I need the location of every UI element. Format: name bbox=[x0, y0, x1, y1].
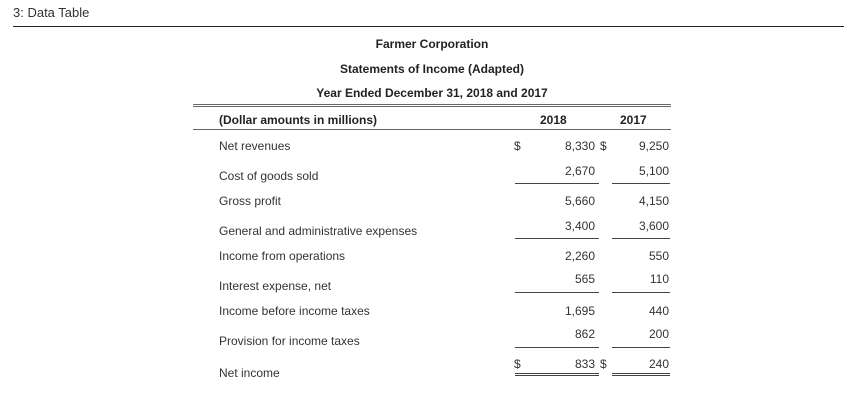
subtotal-underline bbox=[515, 238, 599, 239]
row-label-income-before-income-taxes: Income before income taxes bbox=[219, 304, 370, 318]
subtotal-underline bbox=[612, 292, 670, 293]
subtotal-underline bbox=[515, 347, 599, 348]
value-2017-interest-expense-net: 110 bbox=[649, 272, 669, 286]
currency-symbol: $ bbox=[600, 357, 607, 371]
window-title: 3: Data Table bbox=[13, 5, 90, 20]
row-label-income-from-operations: Income from operations bbox=[219, 249, 346, 263]
column-header-2018: 2018 bbox=[540, 113, 567, 127]
subtotal-underline bbox=[612, 183, 670, 184]
value-2018-general-and-administrative-expenses: 3,400 bbox=[564, 219, 595, 233]
value-2017-provision-for-income-taxes: 200 bbox=[648, 327, 669, 341]
row-label-cost-of-goods-sold: Cost of goods sold bbox=[219, 169, 319, 183]
company-name: Farmer Corporation bbox=[375, 37, 489, 51]
value-2018-net-revenues: 8,330 bbox=[564, 139, 595, 153]
column-header-2017: 2017 bbox=[620, 113, 647, 127]
row-label-general-and-administrative-expenses: General and administrative expenses bbox=[219, 224, 418, 238]
subtotal-underline bbox=[515, 292, 599, 293]
value-2018-provision-for-income-taxes: 862 bbox=[574, 327, 595, 341]
total-double-underline bbox=[515, 375, 599, 376]
value-2018-income-from-operations: 2,260 bbox=[564, 249, 595, 263]
subtotal-underline bbox=[515, 183, 599, 184]
value-2017-income-from-operations: 550 bbox=[648, 249, 669, 263]
row-label-net-revenues: Net revenues bbox=[219, 139, 291, 153]
title-divider bbox=[13, 26, 844, 27]
value-2018-cost-of-goods-sold: 2,670 bbox=[564, 164, 595, 178]
row-label-net-income: Net income bbox=[219, 366, 280, 380]
value-2018-net-income: 833 bbox=[574, 357, 595, 371]
row-label-gross-profit: Gross profit bbox=[219, 194, 282, 208]
currency-symbol: $ bbox=[514, 139, 521, 153]
statement-period: Year Ended December 31, 2018 and 2017 bbox=[316, 86, 548, 100]
currency-symbol: $ bbox=[514, 357, 521, 371]
table-top-rule bbox=[193, 104, 671, 105]
total-double-underline bbox=[612, 373, 670, 374]
value-2017-net-income: 240 bbox=[648, 357, 669, 371]
total-double-underline bbox=[612, 375, 670, 376]
value-2017-gross-profit: 4,150 bbox=[638, 194, 669, 208]
total-double-underline bbox=[515, 373, 599, 374]
value-2017-cost-of-goods-sold: 5,100 bbox=[638, 164, 669, 178]
value-2017-general-and-administrative-expenses: 3,600 bbox=[638, 219, 669, 233]
row-label-interest-expense-net: Interest expense, net bbox=[219, 279, 332, 293]
column-header-label: (Dollar amounts in millions) bbox=[219, 113, 378, 127]
subtotal-underline bbox=[612, 238, 670, 239]
header-rule bbox=[193, 129, 671, 130]
value-2017-net-revenues: 9,250 bbox=[638, 139, 669, 153]
statement-name: Statements of Income (Adapted) bbox=[339, 62, 525, 76]
value-2018-gross-profit: 5,660 bbox=[564, 194, 595, 208]
currency-symbol: $ bbox=[600, 139, 607, 153]
row-label-provision-for-income-taxes: Provision for income taxes bbox=[219, 334, 360, 348]
value-2017-income-before-income-taxes: 440 bbox=[648, 304, 669, 318]
table-top-rule-2 bbox=[193, 106, 671, 107]
value-2018-interest-expense-net: 565 bbox=[574, 272, 595, 286]
subtotal-underline bbox=[612, 347, 670, 348]
value-2018-income-before-income-taxes: 1,695 bbox=[564, 304, 595, 318]
